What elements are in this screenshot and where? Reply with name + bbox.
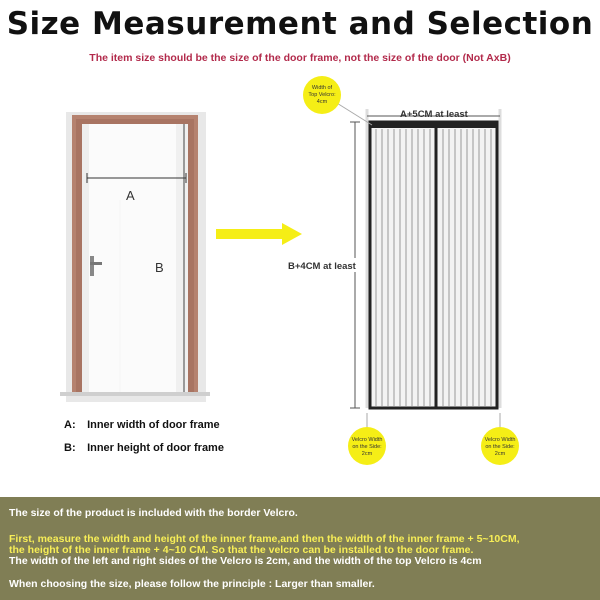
page-title: Size Measurement and Selection [6,6,594,42]
note-velcro-width: The width of the left and right sides of the Velcro is 2cm, and the width of the top Velcro is 4cm [9,555,482,567]
svg-text:Velcro Width: Velcro Width [484,437,516,443]
note-principle: When choosing the size, please follow the principle : Larger than smaller. [9,578,375,590]
subtitle-note: The item size should be the size of the door frame, not the size of the door (Not AxB) [89,52,511,64]
legend-b [64,442,224,454]
svg-text:Top Velcro:: Top Velcro: [308,92,336,98]
legend-b-text: Inner height of door frame [87,442,224,454]
note-included: The size of the product is included with the border Velcro. [9,507,298,519]
legend-a-key: A: [64,419,76,431]
legend-b-key: B: [64,442,76,454]
legend-a [64,419,220,431]
door-label-a: A [126,188,135,203]
note-measure-1: First, measure the width and height of the inner frame,and then the width of the inner frame + 5~10CM, [9,533,520,545]
screen-width-label: A+5CM at least [400,109,468,120]
arrow-icon [216,223,302,245]
svg-text:4cm: 4cm [316,99,328,105]
screen-door [370,122,497,408]
notes-panel [0,497,600,600]
note-measure-2: the height of the inner frame + 4~10 CM. So that the velcro can be installed to the door frame. [9,544,474,556]
svg-text:on the Side:: on the Side: [485,444,515,450]
door-panel [82,124,188,395]
svg-text:2cm: 2cm [494,451,506,457]
door-handle-icon [90,256,94,276]
door-label-b: B [155,260,164,275]
svg-text:Velcro Width: Velcro Width [351,437,383,443]
svg-text:2cm: 2cm [361,451,373,457]
svg-text:on the Side:: on the Side: [352,444,382,450]
screen-height-label: B+4CM at least [288,261,356,272]
svg-text:Width of: Width of [311,85,333,91]
legend-a-text: Inner width of door frame [87,419,220,431]
